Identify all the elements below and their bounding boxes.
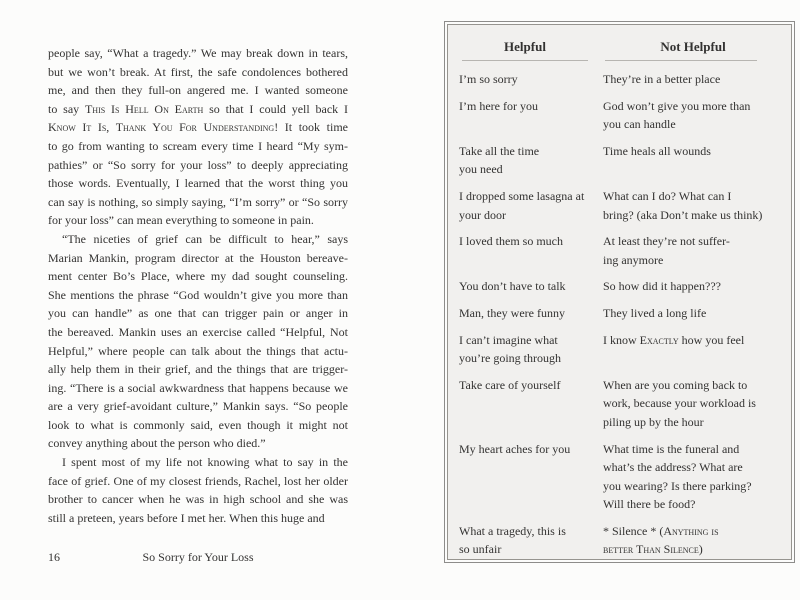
- text-segment: I loved them so much: [459, 234, 563, 249]
- text-segment: Will there be food?: [603, 497, 696, 512]
- text-segment: bring? (aka Don’t make us think): [603, 207, 763, 222]
- text-line: [48, 360, 348, 379]
- table-header-row: [459, 38, 783, 61]
- text-segment: “The niceties of grief can be difficult to hear,” says: [62, 231, 348, 246]
- text-segment: Marian Mankin, program director at the Houston bereave-: [48, 250, 348, 265]
- text-segment: to say: [48, 101, 85, 116]
- text-line: [459, 232, 591, 251]
- not-helpful-cell: [603, 522, 783, 559]
- text-segment: Take care of yourself: [459, 377, 561, 392]
- text-segment: to go from wanting to scream every time I heard “My sym-: [48, 138, 348, 153]
- text-segment: ing. “There is a social awkwardness that happens because we: [48, 380, 348, 395]
- page-footer: [48, 550, 348, 565]
- text-segment: When are you coming back to: [603, 377, 748, 392]
- helpful-cell: [459, 376, 591, 432]
- not-helpful-cell: [603, 331, 783, 368]
- helpful-table-inner: [447, 24, 792, 560]
- text-line: [459, 540, 591, 559]
- text-segment: They lived a long life: [603, 305, 707, 320]
- text-line: [48, 211, 348, 230]
- text-line: [48, 63, 348, 82]
- text-line: [459, 522, 591, 541]
- text-segment: I’m so sorry: [459, 72, 518, 86]
- text-segment: ing anymore: [603, 252, 664, 267]
- text-line: [48, 100, 348, 119]
- table-row: [459, 142, 783, 179]
- text-line: [48, 304, 348, 323]
- column-header-helpful: [459, 38, 591, 61]
- text-segment: still a preteen, years before I met her. When this huge and: [48, 510, 325, 525]
- text-segment: brother to cancer when he was in high school and she was: [48, 492, 348, 507]
- text-line: [459, 187, 591, 206]
- text-line: [603, 376, 783, 395]
- text-line: [603, 251, 783, 270]
- text-line: [603, 495, 783, 514]
- not-helpful-cell: [603, 277, 783, 296]
- table-row: [459, 522, 783, 559]
- text-segment: those words. Eventually, I learned that the worst thing you: [48, 176, 348, 191]
- text-line: [459, 97, 591, 116]
- table-row: [459, 97, 783, 134]
- text-segment: people say, “What a tragedy.” We may break down in tears,: [48, 46, 348, 60]
- text-segment: Take all the time: [459, 143, 540, 158]
- text-segment: piling up by the hour: [603, 414, 704, 429]
- small-caps-text: This Is Hell On Earth: [84, 101, 204, 116]
- text-line: [603, 540, 783, 559]
- table-rows: [459, 70, 783, 559]
- text-segment: Time heals all wounds: [603, 143, 711, 158]
- text-segment: God won’t give you more than: [603, 98, 751, 113]
- text-segment: I know: [603, 332, 640, 347]
- text-line: [48, 156, 348, 175]
- text-segment: ment center Bo’s Place, where my dad sought counseling.: [48, 269, 348, 284]
- text-line: [48, 397, 348, 416]
- body-text: [48, 44, 348, 527]
- text-segment: for your loss” can mean everything to someone in pain.: [48, 213, 314, 228]
- text-segment: but we won’t break. At first, the safe condolences bothered: [48, 64, 348, 79]
- text-segment: ): [698, 542, 703, 557]
- page-number: 16: [48, 550, 60, 564]
- text-line: [459, 277, 591, 296]
- paragraph: [48, 230, 348, 453]
- not-helpful-cell: [603, 304, 783, 323]
- text-line: [603, 97, 783, 116]
- text-line: [603, 304, 783, 323]
- text-line: [603, 458, 783, 477]
- text-segment: They’re in a better place: [603, 72, 721, 86]
- text-segment: what’s the address? What are: [603, 460, 743, 475]
- text-segment: What can I do? What can I: [603, 188, 732, 203]
- text-segment: I’m here for you: [459, 98, 538, 113]
- text-line: [603, 440, 783, 459]
- text-line: [603, 413, 783, 432]
- header-rule-helpful: [462, 60, 588, 61]
- column-header-not-helpful-label: Not Helpful: [660, 39, 726, 54]
- text-segment: you need: [459, 162, 503, 177]
- text-segment: At least they’re not suffer-: [603, 234, 730, 249]
- text-segment: She mentions the phrase “God wouldn’t give you more than: [48, 287, 348, 302]
- not-helpful-cell: [603, 142, 783, 179]
- text-segment: you can handle: [603, 117, 676, 132]
- text-segment: My heart aches for you: [459, 441, 571, 456]
- text-segment: work, because your workload is: [603, 396, 756, 411]
- text-line: [603, 331, 783, 350]
- column-header-not-helpful: [603, 38, 783, 61]
- helpful-cell: [459, 142, 591, 179]
- table-row: [459, 376, 783, 432]
- text-line: [48, 434, 348, 453]
- paragraph: [48, 453, 348, 527]
- text-line: [48, 44, 348, 63]
- text-segment: are a very grief-avoidant culture,” Mankin says. “So people: [48, 399, 348, 414]
- table-row: [459, 187, 783, 224]
- text-line: [459, 206, 591, 225]
- text-segment: Man, they were funny: [459, 305, 565, 320]
- text-line: [459, 440, 591, 459]
- text-line: [459, 376, 591, 395]
- text-line: [48, 137, 348, 156]
- table-row: [459, 232, 783, 269]
- text-line: [603, 277, 783, 296]
- text-line: [48, 490, 348, 509]
- paragraph: [48, 44, 348, 230]
- text-line: [48, 509, 348, 528]
- text-segment: What time is the funeral and: [603, 441, 740, 456]
- not-helpful-cell: [603, 440, 783, 514]
- text-line: [459, 142, 591, 161]
- helpful-cell: [459, 187, 591, 224]
- text-segment: how you feel: [678, 332, 745, 347]
- text-line: [603, 477, 783, 496]
- not-helpful-cell: [603, 70, 783, 89]
- text-segment: so that I could yell back I: [203, 101, 348, 116]
- table-row: [459, 440, 783, 514]
- text-segment: the bereaved. Mankin uses an exercise called “Helpful, Not: [48, 324, 348, 339]
- running-title: So Sorry for Your Loss: [142, 550, 254, 564]
- small-caps-text: better Than Silence: [603, 542, 699, 557]
- text-line: [48, 249, 348, 268]
- text-line: [459, 160, 591, 179]
- header-rule-not-helpful: [605, 60, 757, 61]
- text-line: [48, 286, 348, 305]
- text-line: [603, 206, 783, 225]
- text-line: [459, 70, 591, 89]
- table-row: [459, 70, 783, 89]
- text-line: [603, 115, 783, 134]
- text-line: [459, 349, 591, 368]
- text-line: [48, 342, 348, 361]
- text-line: [603, 70, 783, 89]
- helpful-cell: [459, 70, 591, 89]
- text-line: [48, 453, 348, 472]
- text-segment: so unfair: [459, 542, 502, 557]
- text-segment: I spent most of my life not knowing what to say in the: [62, 455, 348, 470]
- text-line: [48, 267, 348, 286]
- text-line: [459, 304, 591, 323]
- helpful-cell: [459, 304, 591, 323]
- not-helpful-cell: [603, 187, 783, 224]
- small-caps-text: Anything is: [663, 523, 719, 538]
- text-segment: I dropped some lasagna at: [459, 188, 585, 203]
- not-helpful-cell: [603, 232, 783, 269]
- text-line: [459, 331, 591, 350]
- text-line: [48, 230, 348, 249]
- table-row: [459, 331, 783, 368]
- not-helpful-cell: [603, 376, 783, 432]
- text-segment: Helpful,” where people can talk about the things that actu-: [48, 343, 348, 358]
- text-segment: So how did it happen???: [603, 279, 721, 294]
- text-segment: you can handle” as one that can trigger pain or anger in: [48, 306, 348, 321]
- text-line: [48, 193, 348, 212]
- text-segment: convey anything about the person who died.”: [48, 436, 266, 451]
- text-segment: You don’t have to talk: [459, 279, 566, 294]
- helpful-cell: [459, 277, 591, 296]
- text-segment: * Silence * (: [603, 523, 664, 538]
- text-line: [603, 232, 783, 251]
- text-line: [603, 142, 783, 161]
- column-header-helpful-label: Helpful: [504, 39, 546, 54]
- helpful-table: [444, 21, 795, 563]
- text-line: [48, 81, 348, 100]
- text-segment: I can’t imagine what: [459, 332, 558, 347]
- text-line: [48, 379, 348, 398]
- small-caps-text: Know It Is, Thank You For Understanding!: [48, 120, 279, 135]
- text-line: [48, 323, 348, 342]
- text-line: [603, 394, 783, 413]
- text-segment: me, and then they full-on angered me. I wanted someone: [48, 83, 348, 98]
- helpful-cell: [459, 331, 591, 368]
- text-segment: It took time: [278, 120, 348, 135]
- text-segment: you’re going through: [459, 351, 561, 366]
- text-segment: What a tragedy, this is: [459, 523, 566, 538]
- text-segment: your door: [459, 207, 506, 222]
- text-segment: pathies” or “So sorry for your loss” to deeply appreciating: [48, 157, 348, 172]
- text-line: [48, 472, 348, 491]
- helpful-cell: [459, 97, 591, 134]
- helpful-cell: [459, 440, 591, 514]
- text-segment: ally help them in their grief, and the things that are trigger-: [48, 362, 348, 377]
- text-segment: look to what is commonly said, even though it might not: [48, 417, 348, 432]
- table-row: [459, 304, 783, 323]
- text-segment: face of grief. One of my closest friends, Rachel, lost her older: [48, 473, 348, 488]
- helpful-cell: [459, 232, 591, 269]
- text-line: [48, 416, 348, 435]
- text-segment: can say is nothing, so simply saying, “I’m sorry” or “So sorry: [48, 194, 348, 209]
- text-line: [48, 174, 348, 193]
- text-line: [603, 187, 783, 206]
- text-line: [48, 118, 348, 137]
- small-caps-text: Exactly: [639, 332, 679, 347]
- text-line: [603, 522, 783, 541]
- not-helpful-cell: [603, 97, 783, 134]
- table-row: [459, 277, 783, 296]
- helpful-cell: [459, 522, 591, 559]
- text-segment: you wearing? Is there parking?: [603, 478, 752, 493]
